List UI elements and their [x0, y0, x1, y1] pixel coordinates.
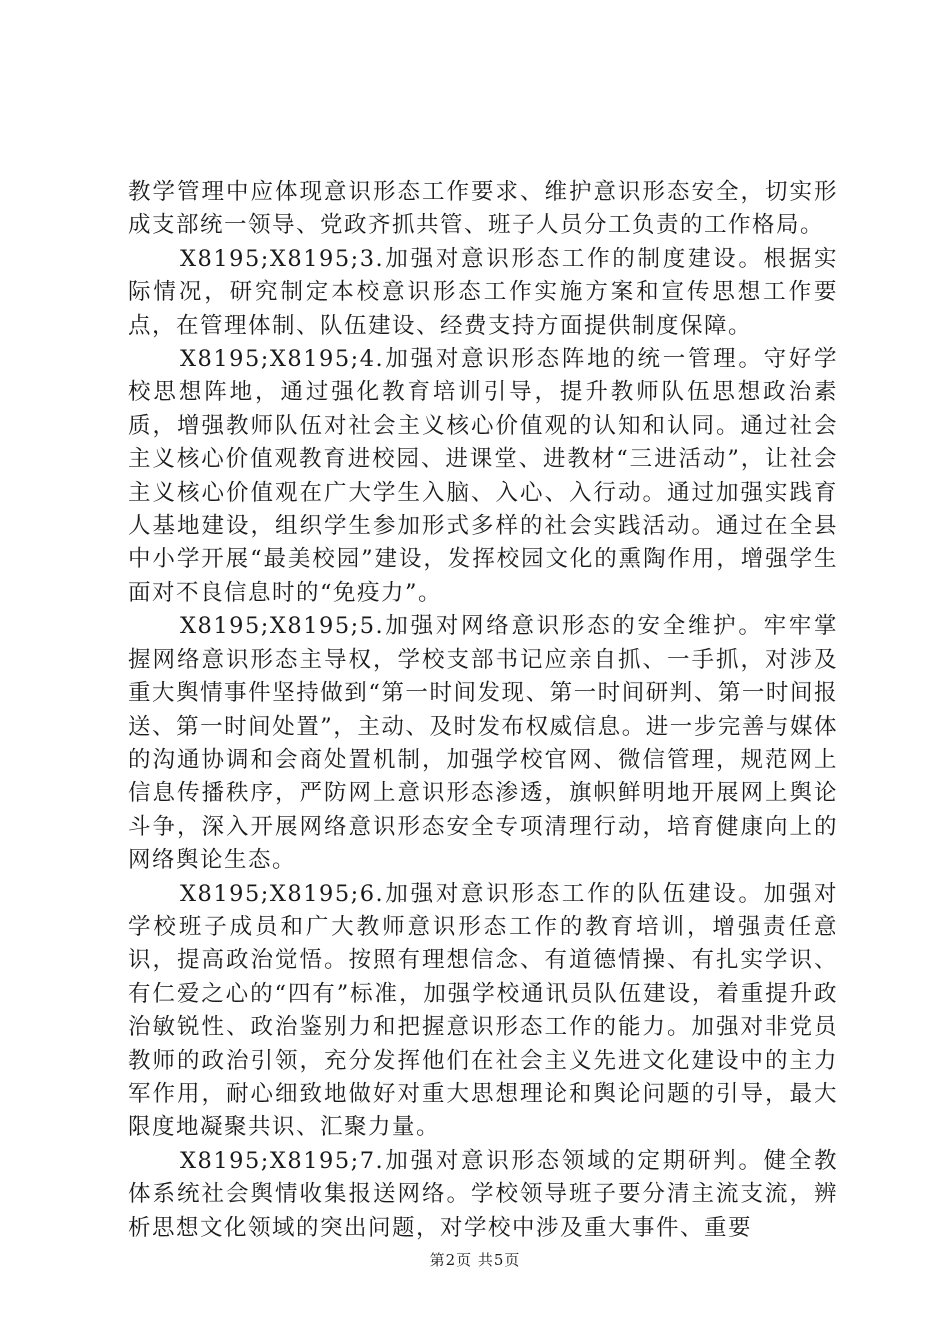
paragraph-item-3: X8195;X8195;3.加强对意识形态工作的制度建设。根据实际情况，研究制定本校意识形态工作实施方案和宣传思想工作要点，在管理体制、队伍建设、经费支持方面提供制度保障。 [128, 245, 838, 339]
document-body [128, 176, 838, 1245]
page-number-footer: 第2页 共5页 [429, 1251, 521, 1269]
paragraph-item-4: X8195;X8195;4.加强对意识形态阵地的统一管理。守好学校思想阵地，通过强化教育培训引导，提升教师队伍思想政治素质，增强教师队伍对社会主义核心价值观的认知和认同。通过社会主义核心价值观教育进校园、进课堂、进教材“三进活动”，让社会主义核心价值观在广大学生入脑、入心、入行动。通过加强实践育人基地建设，组织学生参加形式多样的社会实践活动。通过在全县中小学开展“最美校园”建设，发挥校园文化的熏陶作用，增强学生面对不良信息时的“免疫力”。 [128, 346, 838, 606]
paragraph-item-5: X8195;X8195;5.加强对网络意识形态的安全维护。牢牢掌握网络意识形态主导权，学校支部书记应亲自抓、一手抓，对涉及重大舆情事件坚持做到“第一时间发现、第一时间研判、第一时间报送、第一时间处置”，主动、及时发布权威信息。进一步完善与媒体的沟通协调和会商处置机制，加强学校官网、微信管理，规范网上信息传播秩序，严防网上意识形态渗透，旗帜鲜明地开展网上舆论斗争，深入开展网络意识形态安全专项清理行动，培育健康向上的网络舆论生态。 [128, 613, 838, 874]
paragraph-item-7: X8195;X8195;7.加强对意识形态领域的定期研判。健全教体系统社会舆情收集报送网络。学校领导班子要分清主流支流，辨析思想文化领域的突出问题，对学校中涉及重大事件、重要 [128, 1147, 838, 1241]
paragraph-item-6: X8195;X8195;6.加强对意识形态工作的队伍建设。加强对学校班子成员和广大教师意识形态工作的教育培训，增强责任意识，提高政治觉悟。按照有理想信念、有道德情操、有扎实学识、有仁爱之心的“四有”标准，加强学校通讯员队伍建设，着重提升政治敏锐性、政治鉴别力和把握意识形态工作的能力。加强对非党员教师的政治引领，充分发挥他们在社会主义先进文化建设中的主力军作用，耐心细致地做好对重大思想理论和舆论问题的引导，最大限度地凝聚共识、汇聚力量。 [128, 880, 838, 1141]
paragraph-continued: 教学管理中应体现意识形态工作要求、维护意识形态安全，切实形成支部统一领导、党政齐抓共管、班子人员分工负责的工作格局。 [128, 179, 838, 239]
